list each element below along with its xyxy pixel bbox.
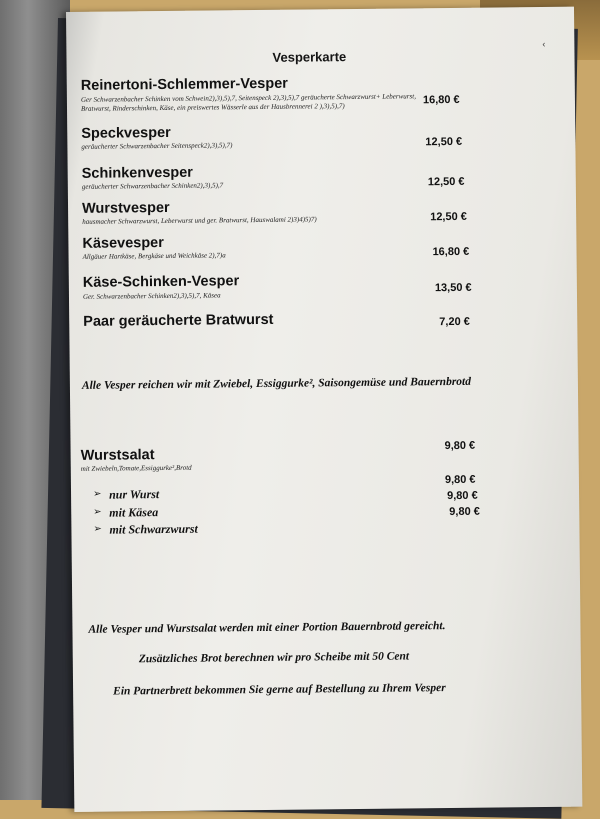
item-price-kaese: 16,80 € (432, 245, 470, 259)
variant-schwarzwurst: mit Schwarzwurst (109, 521, 198, 537)
item-desc-kaese: Allgäuer Hartkäse, Bergkäse und Weichkäse 2),7)a (82, 251, 226, 261)
item-price-wurst: 12,50 € (430, 210, 467, 224)
item-desc-schlemmer-1: Ger Schwarzenbacher Schinken vom Schwein2),3),5),7, Seitenspeck 2),3),5),7 geräucherte Schwarzwurst+ Leberwurst, (80, 92, 416, 104)
arrow-bullet-icon: ➢ (93, 506, 102, 518)
variant-price-schwarzwurst: 9,80 € (449, 505, 480, 519)
wurstsalat-desc: mit Zwiebeln,Tomate,Essiggurke²,Brotd (80, 463, 192, 473)
item-desc-speck: geräucherter Schwarzenbacher Seitenspeck2),3),5),7) (81, 141, 233, 151)
arrow-bullet-icon: ➢ (92, 488, 102, 500)
variant-kaese: mit Käsea (109, 505, 159, 520)
corner-mark: ‹ (542, 38, 546, 50)
item-name-kaese: Käsevesper (82, 234, 164, 252)
note-all-vesper: Alle Vesper reichen wir mit Zwiebel, Essiggurke², Saisongemüse und Bauernbrotd (81, 375, 472, 392)
variant-price-nur-wurst: 9,80 € (444, 473, 476, 487)
item-name-bratwurst: Paar geräucherte Bratwurst (83, 311, 274, 330)
arrow-bullet-icon: ➢ (93, 523, 102, 535)
footer-note-2: Zusätzliches Brot berechnen wir pro Scheibe mit 50 Cent (138, 650, 410, 666)
menu-title: Vesperkarte (272, 49, 347, 65)
item-price-bratwurst: 7,20 € (439, 315, 470, 329)
footer-note-1: Alle Vesper und Wurstsalat werden mit einer Portion Bauernbrotd gereicht. (88, 620, 446, 636)
item-name-speck: Speckvesper (81, 124, 171, 142)
item-price-kaese-schinken: 13,50 € (434, 281, 472, 295)
item-desc-kaese-schinken: Ger. Schwarzenbacher Schinken2),3),5),7, Käsea (82, 291, 221, 301)
menu-page (66, 7, 582, 812)
item-price-schinken: 12,50 € (427, 175, 465, 189)
wurstsalat-name: Wurstsalat (80, 447, 155, 464)
item-desc-wurst: hausmacher Schwarzwurst, Leberwurst und ger. Bratwurst, Hauswalami 2)3)4)5)7) (82, 215, 317, 226)
item-price-speck: 12,50 € (425, 135, 463, 149)
variant-nur-wurst: nur Wurst (108, 487, 160, 502)
item-desc-schlemmer-2: Bratwurst, Rinderschinken, Käse, ein preiswertes Wässerle aus der Hausbrennerei 2 ),3),5),7) (80, 102, 345, 113)
wurstsalat-price: 9,80 € (444, 439, 476, 453)
footer-note-3: Ein Partnerbrett bekommen Sie gerne auf Bestellung zu Ihrem Vesper (113, 682, 446, 698)
item-desc-schinken: geräucherter Schwarzenbacher Schinken2),3),5),7 (81, 181, 224, 191)
item-price-schlemmer: 16,80 € (422, 93, 460, 107)
item-name-schlemmer: Reinertoni-Schlemmer-Vesper (80, 75, 288, 94)
item-name-kaese-schinken: Käse-Schinken-Vesper (82, 273, 240, 291)
item-name-wurst: Wurstvesper (81, 199, 170, 217)
variant-price-kaese: 9,80 € (447, 489, 478, 503)
item-name-schinken: Schinkenvesper (81, 164, 194, 182)
